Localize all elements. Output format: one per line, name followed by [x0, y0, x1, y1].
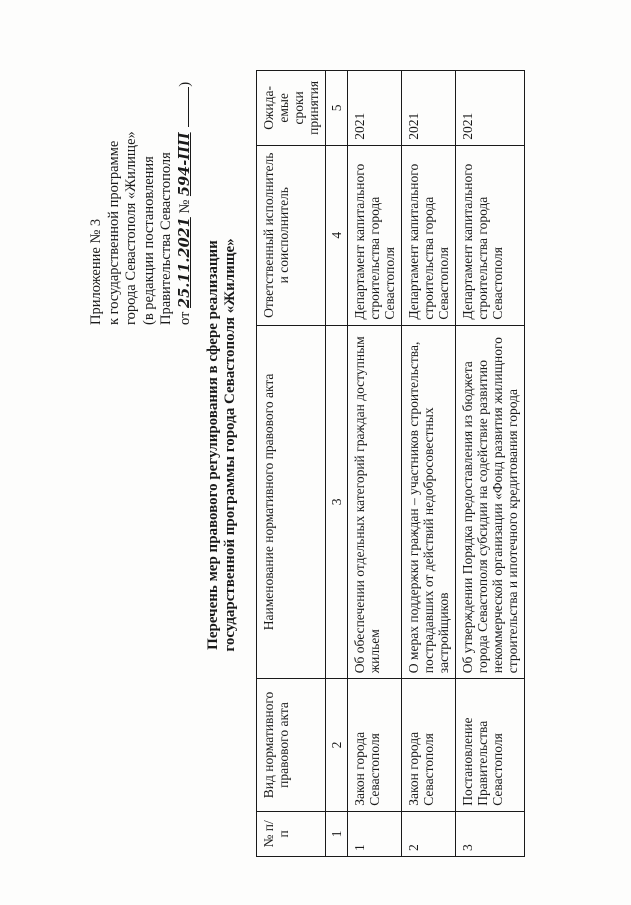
col-number: 1 — [326, 811, 348, 856]
row-num: 2 — [402, 811, 456, 856]
title-line-2: государственной программы города Севастополя «Жилище» — [222, 238, 238, 652]
document-title — [205, 165, 239, 725]
row-type: Постановление Правительства Севастополя — [456, 679, 525, 812]
row-executor: Департамент капитального строительства города Севастополя — [348, 145, 402, 325]
col-number: 4 — [326, 145, 348, 325]
row-executor: Департамент капитального строительства города Севастополя — [402, 145, 456, 325]
row-type: Закон города Севастополя — [402, 679, 456, 812]
appendix-line: Правительства Севастополя — [158, 152, 174, 325]
row-name: Об утверждении Порядка предоставления из бюджета города Севастополя субсидии на содействие развитию некоммерческой организации «Фонд развития жилищного строительства и ипотечного кредитования города — [456, 325, 525, 679]
table-row — [348, 71, 402, 857]
appendix-header — [88, 55, 194, 325]
table-header-row — [257, 71, 326, 857]
header-name: Наименование нормативного правового акта — [257, 325, 326, 679]
date-prefix: от — [176, 311, 193, 325]
title-line-1: Перечень мер правового регулирования в сфере реализации — [205, 240, 221, 650]
appendix-line: к государственной программе — [105, 140, 122, 325]
header-executor: Ответственный исполнитель и соисполнитель — [257, 145, 326, 325]
header-num: № п/п — [257, 811, 326, 856]
column-number-row — [326, 71, 348, 857]
row-name: О мерах поддержки граждан – участников строительства, пострадавших от действий недобросовестных застройщиков — [402, 325, 456, 679]
col-number: 5 — [326, 71, 348, 146]
table-row — [456, 71, 525, 857]
row-type: Закон города Севастополя — [348, 679, 402, 812]
header-type: Вид нормативного правового акта — [257, 679, 326, 812]
appendix-line: (в редакции постановления — [140, 156, 157, 325]
appendix-line: Приложение № 3 — [88, 218, 104, 325]
appendix-date-line — [176, 55, 195, 325]
table-row — [402, 71, 456, 857]
row-executor: Департамент капитального строительства города Севастополя — [456, 145, 525, 325]
row-name: Об обеспечении отдельных категорий граждан доступным жильем — [348, 325, 402, 679]
appendix-line: города Севастополя «Жилище» — [123, 131, 139, 325]
measures-table — [256, 70, 525, 857]
row-num: 3 — [456, 811, 525, 856]
header-term: Ожида-емые сроки принятия — [257, 71, 326, 146]
col-number: 2 — [326, 679, 348, 812]
row-term: 2021 — [456, 71, 525, 146]
number-prefix: № — [176, 199, 193, 214]
row-term: 2021 — [348, 71, 402, 146]
row-term: 2021 — [402, 71, 456, 146]
close-paren: ) — [176, 81, 193, 87]
handwritten-number: 594-ПП — [175, 132, 193, 197]
row-num: 1 — [348, 811, 402, 856]
handwritten-date: 25.11.2021 — [175, 217, 193, 308]
blank-line — [188, 87, 189, 127]
col-number: 3 — [326, 325, 348, 679]
